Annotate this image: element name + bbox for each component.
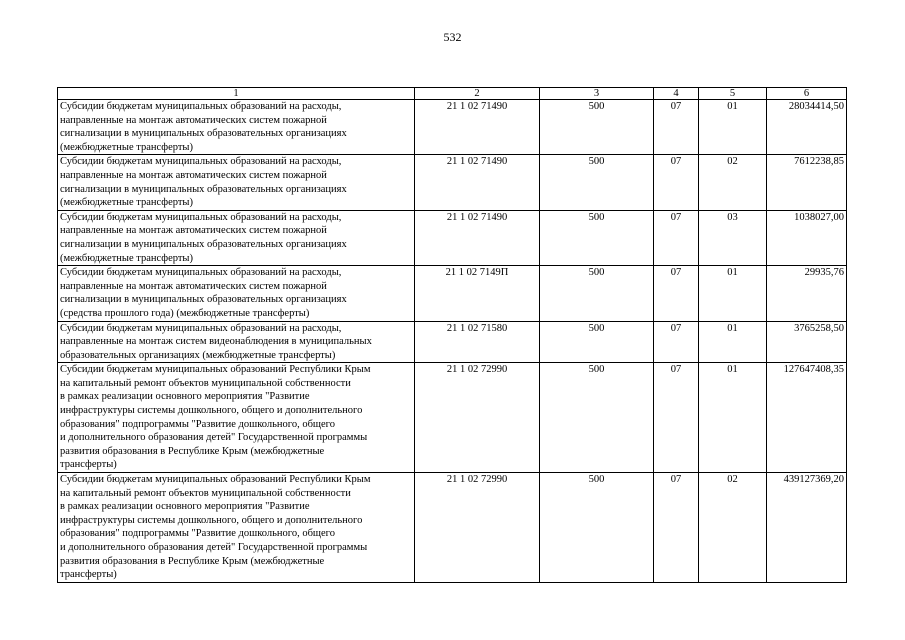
cell-rz: 07 <box>654 473 699 583</box>
table-row <box>58 100 847 155</box>
header-col-amount: 6 <box>767 88 847 100</box>
table-body <box>58 100 847 583</box>
cell-name: Субсидии бюджетам муниципальных образований Республики Крым на капитальный ремонт объектов муниципальной собственности в рамках реализации основного мероприятия "Развитие инфраструктуры системы дошкольного, общего и дополнительного образования" подпрограммы "Развитие дошкольного, общего и дополнительного образования детей" Государственной программы развития образования в Республике Крым (межбюджетные трансферты) <box>58 473 415 583</box>
cell-name: Субсидии бюджетам муниципальных образований на расходы, направленные на монтаж автоматических систем пожарной сигнализации в муниципальных образовательных организациях (межбюджетные трансферты) <box>58 210 415 265</box>
table-row <box>58 266 847 321</box>
cell-amount: 1038027,00 <box>767 210 847 265</box>
cell-vr: 500 <box>540 155 654 210</box>
table-header <box>58 88 847 100</box>
cell-name: Субсидии бюджетам муниципальных образований на расходы, направленные на монтаж автоматических систем пожарной сигнализации в муниципальных образовательных организациях (межбюджетные трансферты) <box>58 155 415 210</box>
cell-csr: 21 1 02 7149П <box>415 266 540 321</box>
cell-name: Субсидии бюджетам муниципальных образований на расходы, направленные на монтаж систем видеонаблюдения в муниципальных образовательных организациях (межбюджетные трансферты) <box>58 321 415 363</box>
cell-rz: 07 <box>654 363 699 473</box>
cell-pr: 01 <box>699 100 767 155</box>
header-col-pr: 5 <box>699 88 767 100</box>
table-row <box>58 321 847 363</box>
cell-name: Субсидии бюджетам муниципальных образований Республики Крым на капитальный ремонт объектов муниципальной собственности в рамках реализации основного мероприятия "Развитие инфраструктуры системы дошкольного, общего и дополнительного образования" подпрограммы "Развитие дошкольного, общего и дополнительного образования детей" Государственной программы развития образования в Республике Крым (межбюджетные трансферты) <box>58 363 415 473</box>
header-row <box>58 88 847 100</box>
cell-rz: 07 <box>654 266 699 321</box>
cell-csr: 21 1 02 71580 <box>415 321 540 363</box>
cell-rz: 07 <box>654 321 699 363</box>
table-row <box>58 155 847 210</box>
cell-name: Субсидии бюджетам муниципальных образований на расходы, направленные на монтаж автоматических систем пожарной сигнализации в муниципальных образовательных организациях (межбюджетные трансферты) <box>58 100 415 155</box>
cell-pr: 02 <box>699 473 767 583</box>
cell-vr: 500 <box>540 210 654 265</box>
cell-name: Субсидии бюджетам муниципальных образований на расходы, направленные на монтаж автоматических систем пожарной сигнализации в муниципальных образовательных организациях (средства прошлого года) (межбюджетные трансферты) <box>58 266 415 321</box>
table-row <box>58 473 847 583</box>
cell-pr: 02 <box>699 155 767 210</box>
cell-pr: 01 <box>699 321 767 363</box>
cell-amount: 439127369,20 <box>767 473 847 583</box>
cell-vr: 500 <box>540 321 654 363</box>
header-col-csr: 2 <box>415 88 540 100</box>
cell-vr: 500 <box>540 473 654 583</box>
cell-vr: 500 <box>540 266 654 321</box>
cell-csr: 21 1 02 72990 <box>415 473 540 583</box>
page-number: 532 <box>443 30 462 44</box>
cell-pr: 03 <box>699 210 767 265</box>
header-col-vr: 3 <box>540 88 654 100</box>
cell-amount: 127647408,35 <box>767 363 847 473</box>
budget-table <box>57 87 847 583</box>
cell-amount: 7612238,85 <box>767 155 847 210</box>
cell-csr: 21 1 02 71490 <box>415 155 540 210</box>
cell-rz: 07 <box>654 155 699 210</box>
cell-csr: 21 1 02 72990 <box>415 363 540 473</box>
cell-amount: 3765258,50 <box>767 321 847 363</box>
cell-csr: 21 1 02 71490 <box>415 100 540 155</box>
cell-rz: 07 <box>654 100 699 155</box>
header-col-rz: 4 <box>654 88 699 100</box>
cell-pr: 01 <box>699 363 767 473</box>
cell-csr: 21 1 02 71490 <box>415 210 540 265</box>
cell-vr: 500 <box>540 100 654 155</box>
cell-rz: 07 <box>654 210 699 265</box>
cell-amount: 29935,76 <box>767 266 847 321</box>
table-row <box>58 210 847 265</box>
cell-pr: 01 <box>699 266 767 321</box>
header-col-name: 1 <box>58 88 415 100</box>
cell-amount: 28034414,50 <box>767 100 847 155</box>
cell-vr: 500 <box>540 363 654 473</box>
table-row <box>58 363 847 473</box>
